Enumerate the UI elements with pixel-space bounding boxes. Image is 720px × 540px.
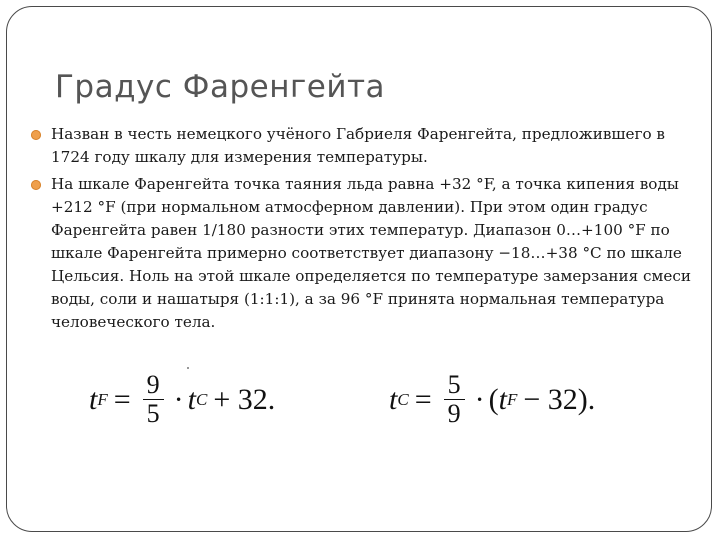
fraction-denominator: 9 (447, 399, 461, 428)
formula-subscript: F (97, 389, 108, 409)
multiply-dot: · (474, 382, 485, 416)
formula-fahrenheit-from-celsius (89, 371, 281, 428)
formula-var: t (89, 382, 98, 416)
bullet-text: Назван в честь немецкого учёного Габриеля Фаренгейта, предложившего в 1724 году шкалу для измерения температуры. (51, 125, 665, 166)
formula-var: t (389, 382, 398, 416)
fraction (444, 371, 465, 428)
formula-tail: − 32). (523, 382, 596, 416)
bullet-list (31, 123, 699, 338)
formula-subscript: C (196, 389, 208, 409)
fraction-numerator: 5 (444, 371, 465, 400)
formula-subscript: F (506, 389, 518, 409)
formula-subscript: C (397, 389, 409, 409)
fraction (143, 371, 164, 428)
slide-title: Градус Фаренгейта (55, 69, 386, 105)
bullet-item-scale-points (31, 173, 699, 334)
equals-sign: = (414, 382, 432, 416)
bullet-text: На шкале Фаренгейта точка таяния льда равна +32 °F, а точка кипения воды +212 °F (при нормальном атмосферном давлении). При этом один градус Фаренгейта равен 1/180 разности этих температур. Диапазон 0…+100 °F по шкале Фаренгейта примерно соответствует диапазону −18…+38 °C по шкале Цельсия. Ноль на этой шкале определяется по температуре замерзания смеси воды, соли и нашатыря (1:1:1), а за 96 °F принята нормальная температура человеческого тела. (51, 175, 691, 331)
slide-frame (6, 6, 712, 532)
fraction-denominator: 5 (146, 399, 160, 428)
image-speck (187, 367, 189, 369)
formula-tail: + 32. (213, 382, 276, 416)
formula-var: t (187, 382, 196, 416)
open-paren: ( (488, 382, 499, 416)
formula-celsius-from-fahrenheit (389, 371, 601, 428)
bullet-dot-icon (31, 130, 41, 140)
fraction-numerator: 9 (143, 371, 164, 400)
multiply-dot: · (173, 382, 184, 416)
bullet-item-name-origin (31, 123, 699, 169)
formula-var: t (498, 382, 507, 416)
bullet-dot-icon (31, 180, 41, 190)
equals-sign: = (113, 382, 131, 416)
